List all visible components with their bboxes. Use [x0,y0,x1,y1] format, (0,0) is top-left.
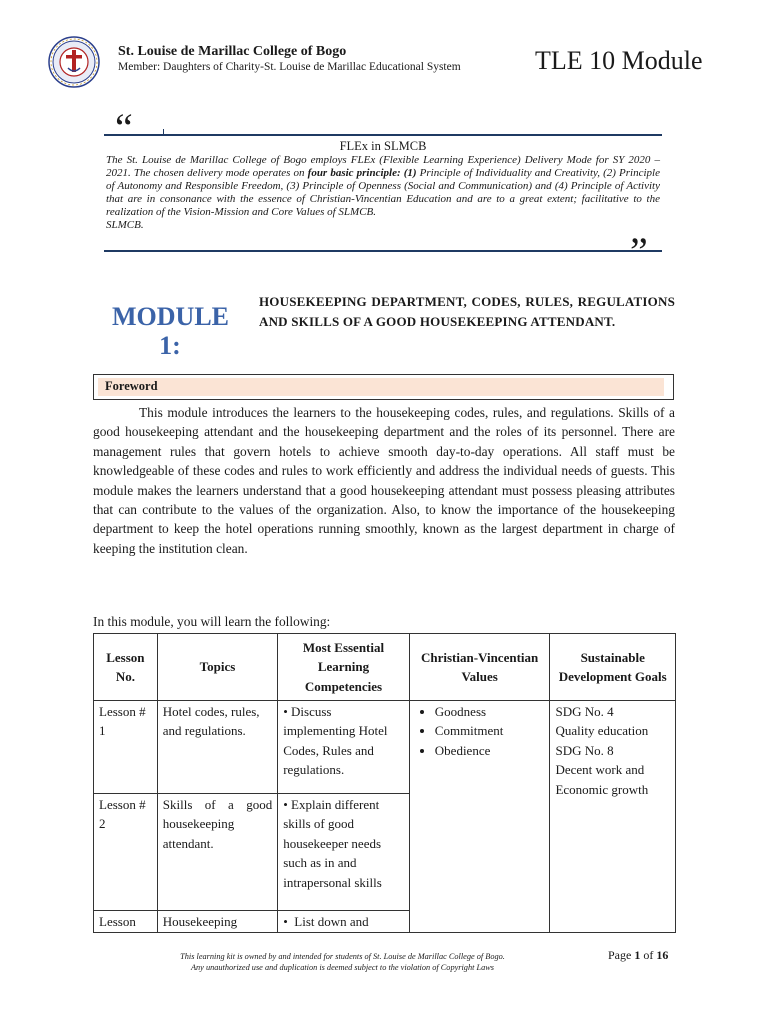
foreword-header [93,374,674,400]
sdg-line: SDG No. 8 [555,742,614,758]
open-quote-icon: “ [115,105,133,150]
header-competencies: Most Essential Learning Competencies [278,634,410,701]
college-seal-icon [48,36,100,88]
footer-line-1: This learning kit is owned by and intended for students of St. Louise de Marillac College of Bogo. [180,952,505,961]
flex-title: FLEx in SLMCB [339,139,427,153]
flex-body [106,154,660,231]
footer-line-2: Any unauthorized use and duplication is deemed subject to the violation of Copyright Laws [190,963,495,972]
lesson-cell: Lesson # 1 [94,701,158,794]
page-prefix: Page [608,948,635,962]
flex-body-trailing: SLMCB. [106,218,144,231]
topic-cell: Housekeeping [157,911,277,933]
page-total: 16 [656,948,669,962]
sdg-line: SDG No. 4 [555,704,614,719]
flex-body-text-2: Principle of Individuality and Creativity, (2) Principle of Autonomy and Responsible Freedom, (3) Principle of Openness (Social and Communication) and (4) Principle of Activity that are in consonance with the essence of Christian-Vincentian Education and are to a great extent; facilitative to the realization of the Vision-Mission and Core Values of SLMCB. [106,166,660,218]
module-number-line2: 1: [159,331,181,360]
module-number [112,302,228,360]
learn-intro: In this module, you will learn the following: [93,614,331,629]
list-item: • Obedience [435,741,545,760]
list-item: • Commitment [435,721,545,740]
close-quote-icon: ” [630,229,648,274]
flex-body-text-1: The St. Louise de Marillac College of Bogo employs FLEx (Flexible Learning Experience) Delivery Mode for SY 2020 – 2021. The chosen delivery mode operates on [106,154,660,179]
sdg-line: Decent work and Economic growth [555,762,649,797]
header-topics: Topics [157,634,277,701]
topic-cell: Skills of a good housekeeping attendant. [157,794,277,911]
lesson-table [93,633,676,933]
foreword-label: Foreword [105,379,158,393]
values-cell [409,701,550,933]
sdg-cell [550,701,676,933]
school-name: St. Louise de Marillac College of Bogo [118,44,347,59]
lesson-cell: Lesson # 2 [94,794,158,911]
competency-text: List down and [294,914,369,929]
copyright-footer [110,951,575,973]
table-header-row [94,634,676,701]
lesson-cell: Lesson [94,911,158,933]
topic-cell: Hotel codes, rules, and regulations. [157,701,277,794]
bullet-icon: • [283,704,292,719]
module-title: HOUSEKEEPING DEPARTMENT, CODES, RULES, REGULATIONS AND SKILLS OF A GOOD HOUSEKEEPING ATTENDANT. [259,294,675,329]
foreword-text: This module introduces the learners to the housekeeping codes, rules, and regulations. Skills of a good housekeeping attendant and the housekeeping department and the roles of its personnel. There are management rules that govern hotels to achieve smooth day-to-day operations. All staff must be knowledgeable of these codes and rules to work efficiently and address the individual needs of guests. This module makes the learners understand that a good housekeeping attendant must possess pleasing attributes that can contribute to the values of the organization. Also, to know the importance of the housekeeping department to keep the hotel operations running smoothly, known as the largest department in charge of keeping the institution clean. [93,405,675,556]
list-item: • Goodness [435,702,545,721]
bullet-icon: • [283,797,292,812]
values-list [415,702,545,760]
competency-cell [278,701,410,794]
competency-cell [278,911,410,933]
page-number [608,948,668,963]
module-code: TLE 10 Module [535,46,703,75]
module-number-line1: MODULE [112,302,229,331]
competency-text: Explain different skills of good housekeeper needs such as in and intrapersonal skills [283,797,382,890]
header-sdg: Sustainable Development Goals [550,634,676,701]
competency-text: Discuss implementing Hotel Codes, Rules and regulations. [283,704,388,778]
flex-body-bold: four basic principle: (1) [307,166,417,179]
foreword-band [98,378,664,396]
flex-box [104,134,662,252]
header-values: Christian-Vincentian Values [409,634,550,701]
table-row [94,701,676,794]
sdg-line: Quality education [555,723,649,739]
bullet-icon: • [283,914,295,929]
member-line: Member: Daughters of Charity-St. Louise de Marillac Educational System [118,61,461,73]
page-current: 1 [634,948,641,962]
page-of: of [640,948,657,962]
header-lesson-no: Lesson No. [94,634,158,701]
competency-cell [278,794,410,911]
